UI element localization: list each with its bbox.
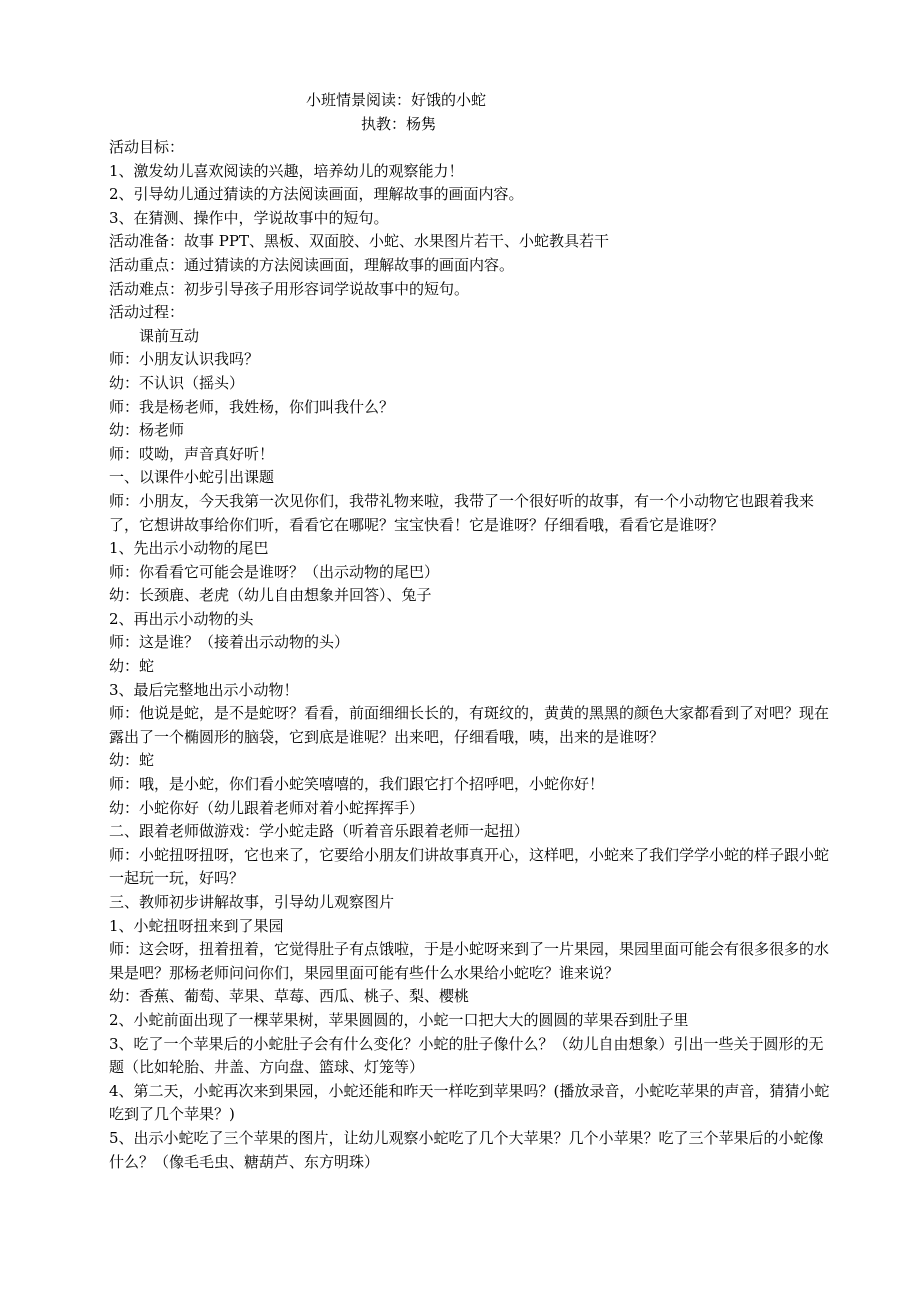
text-line: 活动目标： <box>109 138 185 156</box>
step-line: 2、再出示小动物的头 <box>109 609 254 628</box>
text-line: 1、激发幼儿喜欢阅读的兴趣，培养幼儿的观察能力！ <box>109 161 464 180</box>
step-line: 3、最后完整地出示小动物！ <box>109 680 299 699</box>
text-line: 活动准备：故事 PPT、黑板、双面胶、小蛇、水果图片若干、小蛇教具若干 <box>109 232 609 251</box>
dialogue-line: 幼：长颈鹿、老虎（幼儿自由想象并回答）、兔子 <box>109 586 432 605</box>
dialogue-line: 幼：杨老师 <box>109 421 185 440</box>
dialogue-line: 师：哦，是小蛇，你们看小蛇笑嘻嘻的，我们跟它打个招呼吧，小蛇你好！ <box>109 775 605 794</box>
document-title: 小班情景阅读：好饿的小蛇 <box>306 91 487 109</box>
dialogue-paragraph: 师：小蛇扭呀扭呀，它也来了，它要给小朋友们讲故事真开心，这样吧，小蛇来了我们学学小蛇的样子跟小蛇一起玩一玩，好吗？ <box>109 845 830 888</box>
text-line: 活动重点：通过猜读的方法阅读画面，理解故事的画面内容。 <box>109 255 515 274</box>
dialogue-line: 幼：不认识（摇头） <box>109 373 245 392</box>
step-line: 2、小蛇前面出现了一棵苹果树，苹果圆圆的，小蛇一口把大大的圆圆的苹果吞到肚子里 <box>109 1010 689 1029</box>
teacher-line: 执教：杨隽 <box>361 115 437 133</box>
text-line: 活动过程： <box>109 303 185 322</box>
step-line: 1、小蛇扭呀扭来到了果园 <box>109 916 284 935</box>
dialogue-line: 幼：小蛇你好（幼儿跟着老师对着小蛇挥挥手） <box>109 798 425 817</box>
dialogue-line: 师：哎呦，声音真好听！ <box>109 444 275 463</box>
step-paragraph: 4、第二天，小蛇再次来到果园，小蛇还能和昨天一样吃到苹果吗？(播放录音，小蛇吃苹果的声音，猜猜小蛇吃到了几个苹果？) <box>109 1081 830 1124</box>
dialogue-paragraph: 师：小朋友，今天我第一次见你们，我带礼物来啦，我带了一个很好听的故事，有一个小动物它也跟着我来了，它想讲故事给你们听，看看它在哪呢？宝宝快看！它是谁呀？仔细看哦，看看它是谁呀？ <box>109 491 815 534</box>
dialogue-paragraph: 师：这会呀，扭着扭着，它觉得肚子有点饿啦，于是小蛇呀来到了一片果园，果园里面可能会有很多很多的水果是吧？那杨老师问问你们，果园里面可能有些什么水果给小蛇吃？谁来说？ <box>109 940 830 982</box>
dialogue-line: 师：这是谁？（接着出示动物的头） <box>109 633 350 652</box>
step-line: 1、先出示小动物的尾巴 <box>109 539 269 558</box>
section-heading: 一、以课件小蛇引出课题 <box>109 468 275 487</box>
dialogue-paragraph: 师：他说是蛇，是不是蛇呀？看看，前面细细长长的，有斑纹的，黄黄的黑黑的颜色大家都看到了对吧？现在露出了一个椭圆形的脑袋，它到底是谁呢？出来吧，仔细看哦，咦，出来的是谁呀？ <box>109 704 830 746</box>
dialogue-line: 幼：蛇 <box>109 657 155 676</box>
text-line: 2、引导幼儿通过猜读的方法阅读画面，理解故事的画面内容。 <box>109 185 524 204</box>
text-line: 3、在猜测、操作中，学说故事中的短句。 <box>109 208 389 227</box>
document-body <box>109 136 834 1174</box>
dialogue-line: 幼：香蕉、葡萄、苹果、草莓、西瓜、桃子、梨、樱桃 <box>109 987 470 1006</box>
text-line: 活动难点：初步引导孩子用形容词学说故事中的短句。 <box>109 279 470 298</box>
step-paragraph: 5、出示小蛇吃了三个苹果的图片，让幼儿观察小蛇吃了几个大苹果？几个小苹果？吃了三个苹果后的小蛇像什么？（像毛毛虫、糖葫芦、东方明珠） <box>109 1128 824 1171</box>
section-heading: 二、跟着老师做游戏：学小蛇走路（听着音乐跟着老师一起扭） <box>109 822 530 841</box>
step-paragraph: 3、吃了一个苹果后的小蛇肚子会有什么变化？小蛇的肚子像什么？（幼儿自由想象）引出一些关于圆形的无题（比如轮胎、井盖、方向盘、篮球、灯笼等） <box>109 1034 824 1077</box>
dialogue-line: 幼：蛇 <box>109 751 155 770</box>
section-heading: 课前互动 <box>139 326 200 345</box>
dialogue-line: 师：小朋友认识我吗？ <box>109 350 260 369</box>
dialogue-line: 师：你看看它可能会是谁呀？（出示动物的尾巴） <box>109 562 440 581</box>
section-heading: 三、教师初步讲解故事，引导幼儿观察图片 <box>109 893 395 911</box>
dialogue-line: 师：我是杨老师，我姓杨，你们叫我什么？ <box>109 397 395 416</box>
